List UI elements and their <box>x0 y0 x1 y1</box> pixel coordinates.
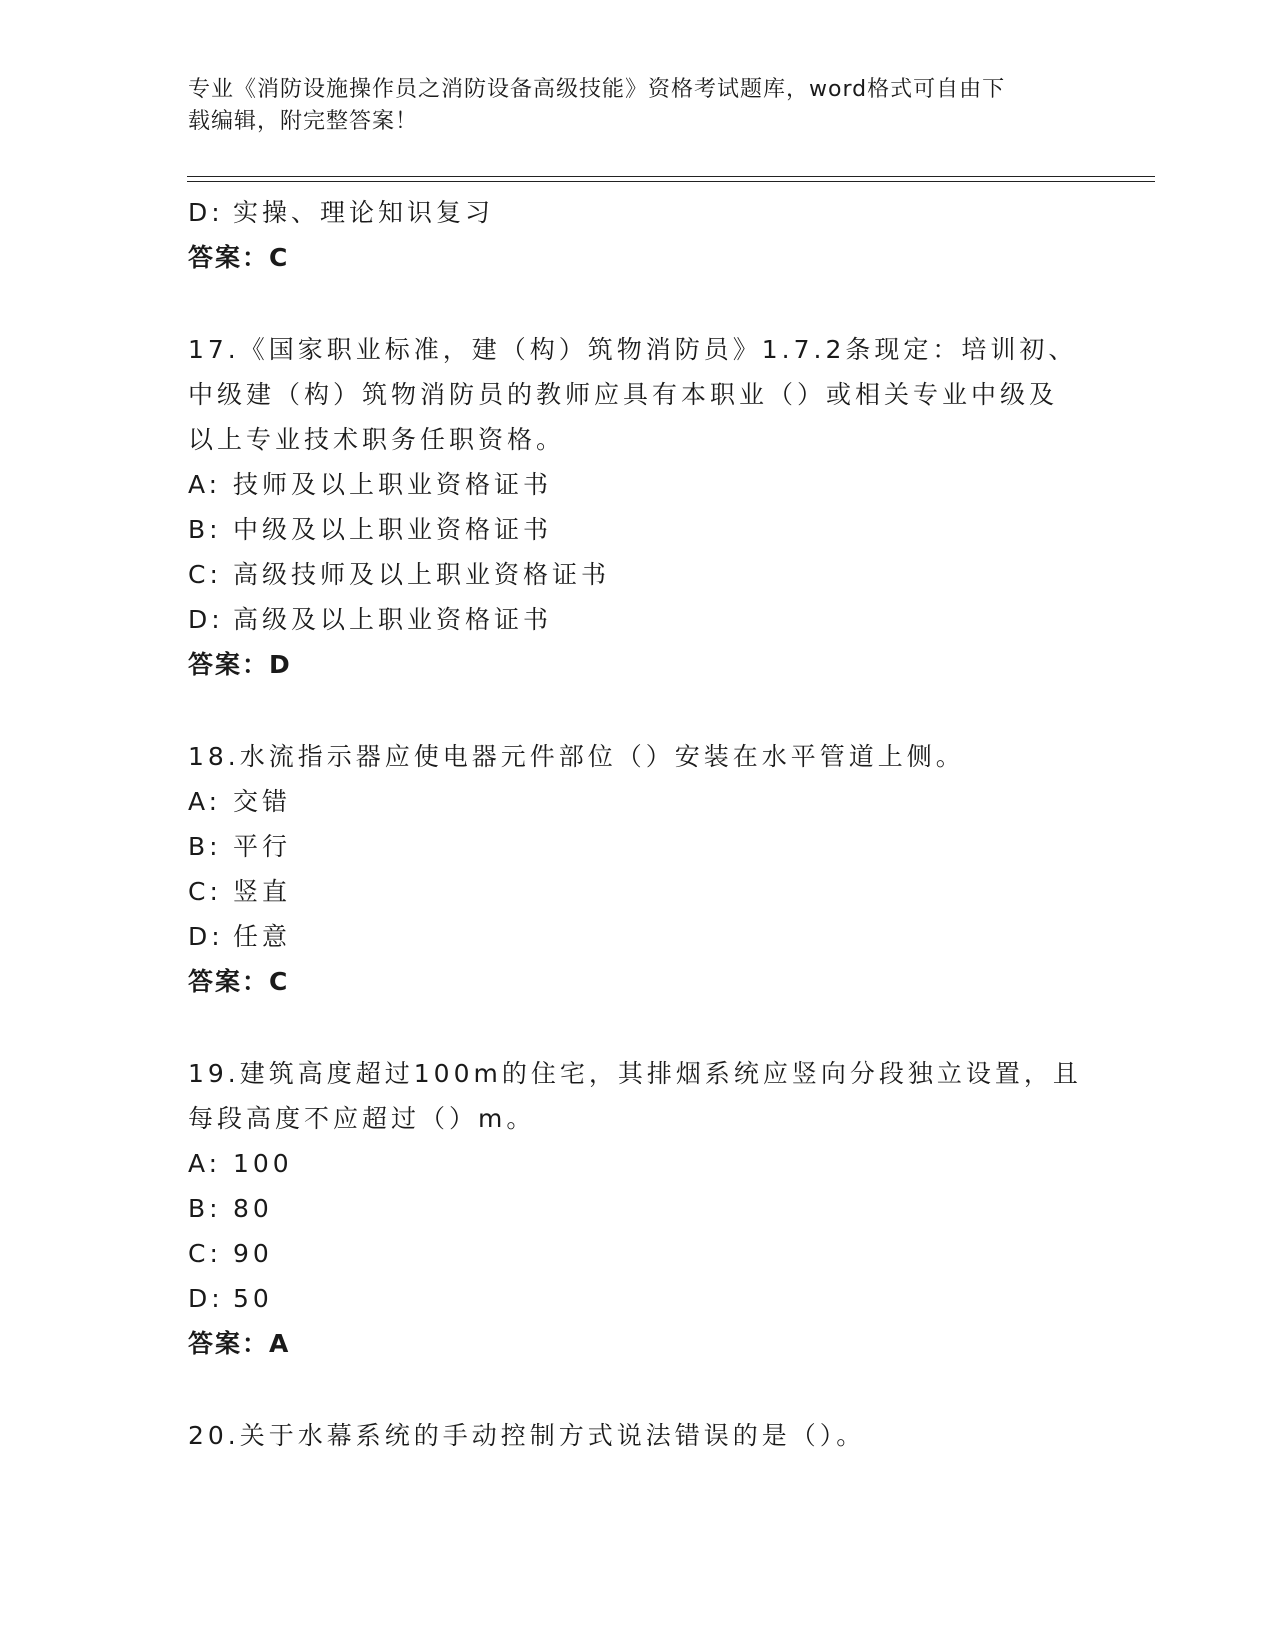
question-19 <box>188 1051 1088 1366</box>
option-letter: D: <box>188 1284 224 1313</box>
question-text-line: 20.关于水幕系统的手动控制方式说法错误的是（）。 <box>188 1421 866 1450</box>
option-letter: D: <box>188 922 224 951</box>
option-text: 高级及以上职业资格证书 <box>233 605 553 634</box>
option-letter: C: <box>188 877 222 906</box>
option-text: 技师及以上职业资格证书 <box>233 470 553 499</box>
page-header <box>188 74 1068 138</box>
option-letter: B: <box>188 515 222 544</box>
option-letter: D: <box>188 198 224 227</box>
question-17 <box>188 327 1088 687</box>
question-text-line: 19.建筑高度超过100m的住宅，其排烟系统应竖向分段独立设置，且 <box>188 1059 1082 1088</box>
question-20 <box>188 1413 1088 1458</box>
answer <box>188 642 1088 687</box>
option-text: 80 <box>233 1194 273 1223</box>
question-18 <box>188 734 1088 1004</box>
spacer <box>188 280 1088 327</box>
option-text: 中级及以上职业资格证书 <box>233 515 553 544</box>
answer-value: A <box>269 1329 291 1358</box>
option-letter: C: <box>188 1239 222 1268</box>
answer-value: D <box>269 650 292 679</box>
answer-label: 答案： <box>188 967 270 996</box>
option-c <box>188 1231 1088 1276</box>
option-d <box>188 597 1088 642</box>
spacer <box>188 1004 1088 1051</box>
option-a <box>188 779 1088 824</box>
option-text: 100 <box>233 1149 293 1178</box>
header-double-rule <box>187 176 1155 182</box>
option-letter: B: <box>188 832 222 861</box>
option-a <box>188 462 1088 507</box>
spacer <box>188 687 1088 734</box>
header-line-2: 载编辑，附完整答案！ <box>188 109 419 134</box>
option-d <box>188 1276 1088 1321</box>
option-letter: A: <box>188 470 222 499</box>
answer-label: 答案： <box>188 650 270 679</box>
option-letter: D: <box>188 605 224 634</box>
option-letter: C: <box>188 560 222 589</box>
option-b <box>188 507 1088 552</box>
option-text: 平行 <box>233 832 292 861</box>
option-text: 交错 <box>233 787 292 816</box>
answer-value: C <box>269 243 290 272</box>
option-d <box>188 190 1088 235</box>
answer <box>188 1321 1088 1366</box>
question-text-line: 以上专业技术职务任职资格。 <box>188 425 566 454</box>
answer-label: 答案： <box>188 1329 270 1358</box>
option-text: 实操、理论知识复习 <box>233 198 495 227</box>
option-text: 任意 <box>233 922 292 951</box>
header-line-1: 专业《消防设施操作员之消防设备高级技能》资格考试题库，word格式可自由下 <box>188 77 1006 102</box>
option-d <box>188 914 1088 959</box>
question-text-line: 每段高度不应超过（）m。 <box>188 1104 536 1133</box>
option-b <box>188 824 1088 869</box>
question-text-line: 18.水流指示器应使电器元件部位（）安装在水平管道上侧。 <box>188 742 965 771</box>
question-text-line: 17.《国家职业标准，建（构）筑物消防员》1.7.2条现定：培训初、 <box>188 335 1078 364</box>
option-c <box>188 552 1088 597</box>
option-text: 高级技师及以上职业资格证书 <box>233 560 611 589</box>
question-content <box>188 190 1088 1458</box>
answer <box>188 235 1088 280</box>
answer-value: C <box>269 967 290 996</box>
option-text: 竖直 <box>233 877 292 906</box>
option-letter: A: <box>188 787 222 816</box>
answer <box>188 959 1088 1004</box>
answer-label: 答案： <box>188 243 270 272</box>
option-text: 50 <box>233 1284 273 1313</box>
spacer <box>188 1366 1088 1413</box>
question-text-line: 中级建（构）筑物消防员的教师应具有本职业（）或相关专业中级及 <box>188 380 1059 409</box>
option-letter: A: <box>188 1149 222 1178</box>
option-letter: B: <box>188 1194 222 1223</box>
option-a <box>188 1141 1088 1186</box>
option-b <box>188 1186 1088 1231</box>
option-c <box>188 869 1088 914</box>
option-text: 90 <box>233 1239 273 1268</box>
